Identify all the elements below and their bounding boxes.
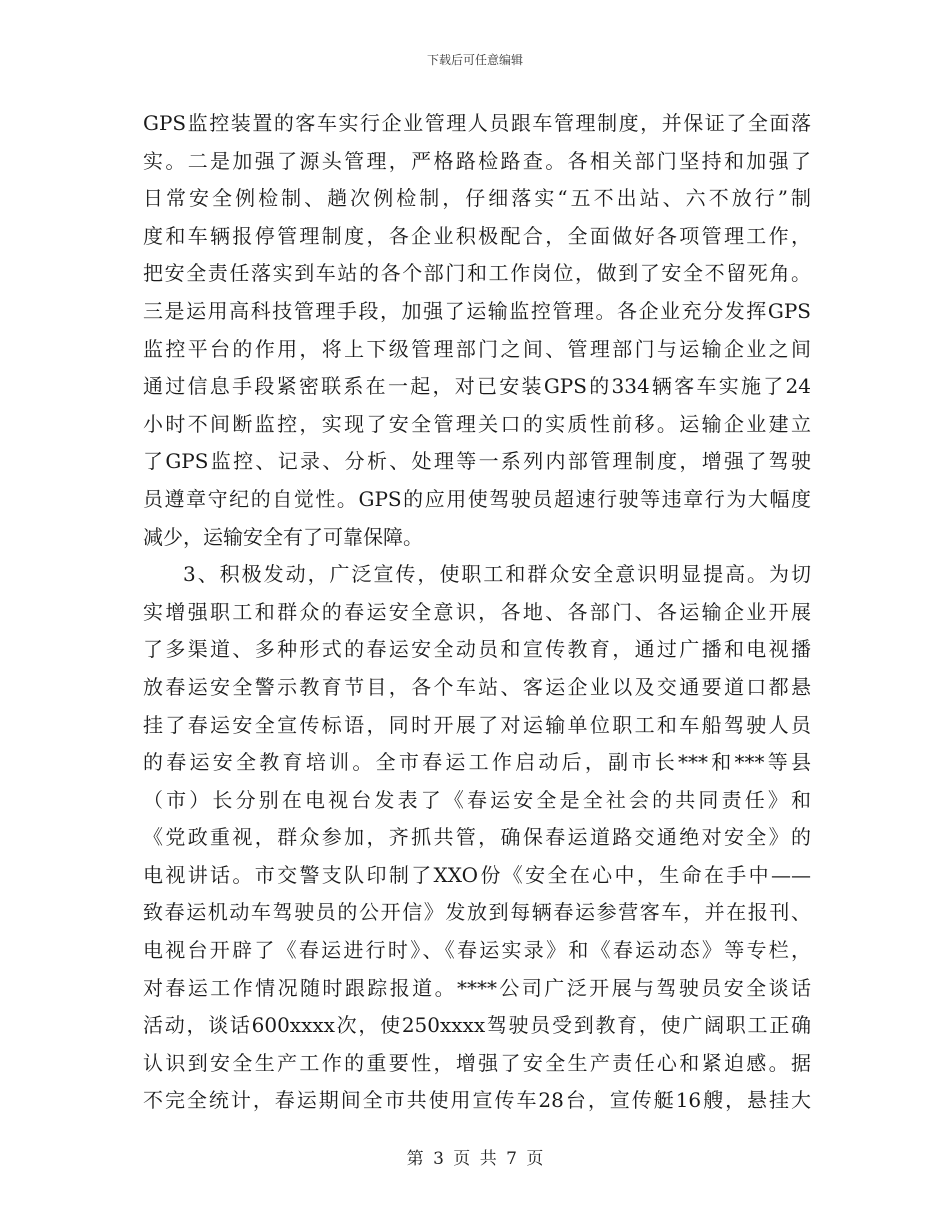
text-line: 不完全统计，春运期间全市共使用宣传车28台，宣传艇16艘，悬挂大 [143, 1088, 811, 1113]
text-line: 减少，运输安全有了可靠保障。 [143, 524, 423, 549]
text-line: 日常安全例检制、趟次例检制，仔细落实“五不出站、六不放行”制 [143, 186, 811, 211]
text-line: 对春运工作情况随时跟踪报道。****公司广泛开展与驾驶员安全谈话 [143, 975, 811, 1000]
text-line: 电视台开辟了《春运进行时》、《春运实录》和《春运动态》等专栏， [143, 938, 811, 963]
text-line: 三是运用高科技管理手段，加强了运输监控管理。各企业充分发挥GPS [143, 298, 811, 323]
text-line: 监控平台的作用，将上下级管理部门之间、管理部门与运输企业之间 [143, 336, 811, 361]
text-line: 通过信息手段紧密联系在一起，对已安装GPS的334辆客车实施了24 [143, 374, 811, 399]
text-line: 电视讲话。市交警支队印制了XXO份《安全在心中，生命在手中—— [143, 862, 811, 887]
text-line: 放春运安全警示教育节目，各个车站、客运企业以及交通要道口都悬 [143, 674, 811, 699]
text-line: 挂了春运安全宣传标语，同时开展了对运输单位职工和车船驾驶人员 [143, 712, 811, 737]
page-number: 第 3 页 共 7 页 [406, 1149, 544, 1169]
paragraph-start-line: 3、积极发动，广泛宣传，使职工和群众安全意识明显提高。为切 [183, 562, 811, 587]
text-line: 把安全责任落实到车站的各个部门和工作岗位，做到了安全不留死角。 [143, 261, 811, 286]
text-line: 活动，谈话600xxxx次，使250xxxx驾驶员受到教育，使广阔职工正确 [143, 1013, 811, 1038]
text-line: 的春运安全教育培训。全市春运工作启动后，副市长***和***等县 [143, 750, 811, 775]
text-line: 认识到安全生产工作的重要性，增强了安全生产责任心和紧迫感。据 [143, 1050, 811, 1075]
text-line: 了GPS监控、记录、分析、处理等一系列内部管理制度，增强了驾驶 [143, 449, 811, 474]
page-header: 下载后可任意编辑 [426, 53, 523, 67]
text-line: （市）长分别在电视台发表了《春运安全是全社会的共同责任》和 [143, 787, 811, 812]
text-line: 了多渠道、多种形式的春运安全动员和宣传教育，通过广播和电视播 [143, 637, 811, 662]
document-body [143, 105, 811, 1120]
text-line: 实。二是加强了源头管理，严格路检路查。各相关部门坚持和加强了 [143, 148, 811, 173]
text-line: 小时不间断监控，实现了安全管理关口的实质性前移。运输企业建立 [143, 411, 811, 436]
text-line: 实增强职工和群众的春运安全意识，各地、各部门、各运输企业开展 [143, 599, 811, 624]
text-line: 员遵章守纪的自觉性。GPS的应用使驾驶员超速行驶等违章行为大幅度 [143, 486, 811, 511]
text-line: 度和车辆报停管理制度，各企业积极配合，全面做好各项管理工作， [143, 223, 811, 248]
text-line: 致春运机动车驾驶员的公开信》发放到每辆春运参营客车，并在报刊、 [143, 900, 811, 925]
text-line: GPS监控装置的客车实行企业管理人员跟车管理制度，并保证了全面落 [143, 111, 811, 135]
text-line: 《党政重视，群众参加，齐抓共管，确保春运道路交通绝对安全》的 [143, 825, 811, 850]
